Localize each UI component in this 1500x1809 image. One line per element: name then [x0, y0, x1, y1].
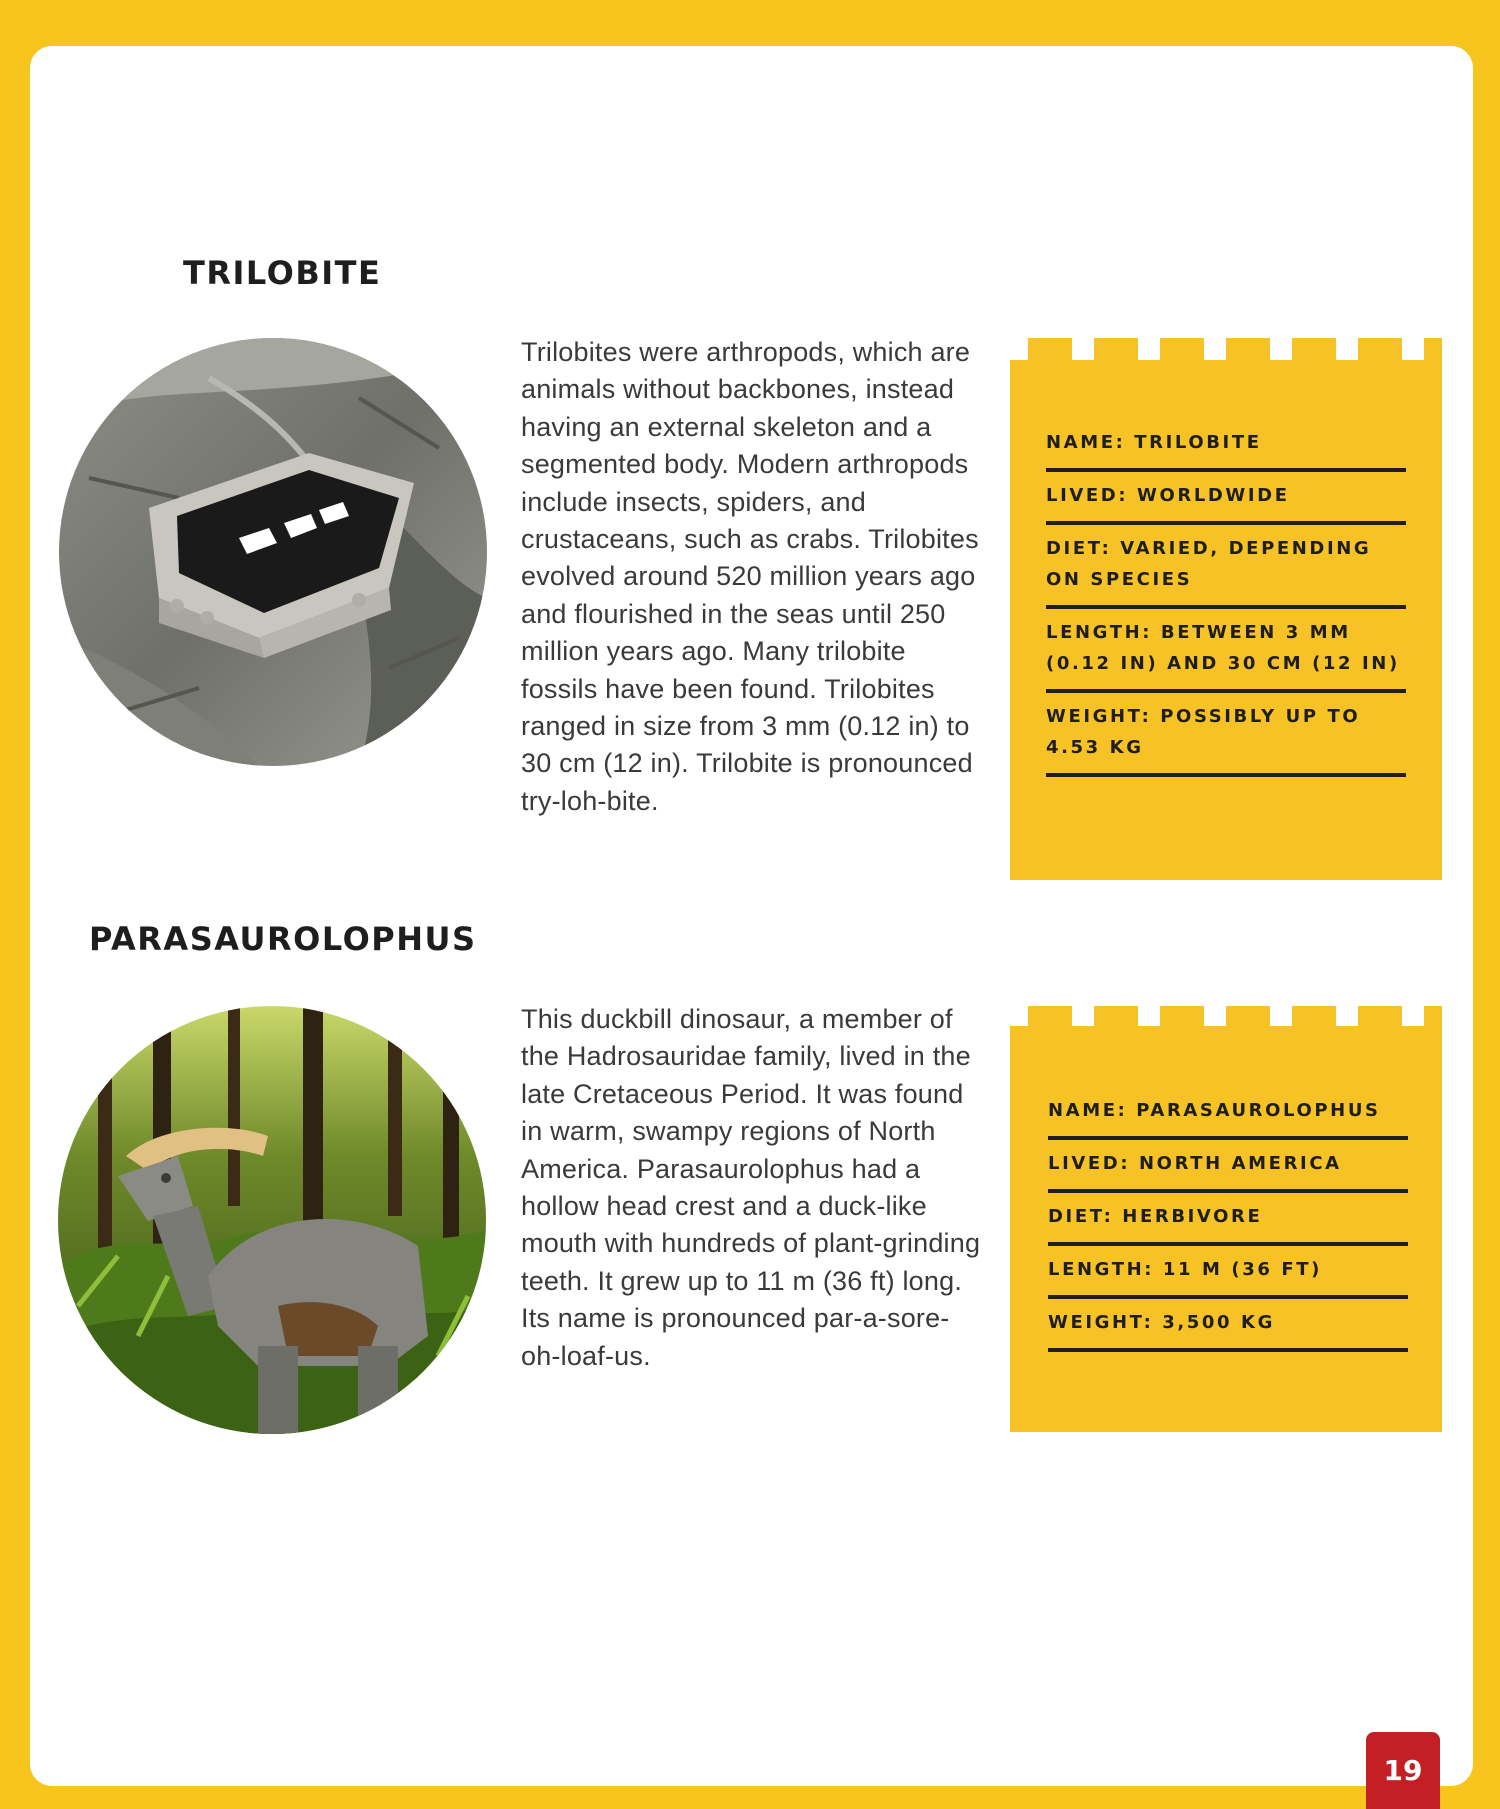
trilobite-fact-box	[1010, 338, 1442, 880]
fact-weight: WEIGHT: POSSIBLY UP TO 4.53 KG	[1046, 693, 1406, 777]
parasaurolophus-fact-list	[1048, 1087, 1408, 1352]
trilobite-lego-model-photo-icon	[59, 338, 487, 766]
fact-lived: LIVED: WORLDWIDE	[1046, 472, 1406, 525]
trilobite-description: Trilobites were arthropods, which are animals without backbones, instead having an external skeleton and a segmented body. Modern arthropods include insects, spiders, and crustaceans, such as crabs. Trilobites evolved around 520 million years ago and flourished in the seas until 250 million years ago. Many trilobite fossils have been found. Trilobites ranged in size from 3 mm (0.12 in) to 30 cm (12 in). Trilobite is pronounced try-loh-bite.	[521, 337, 979, 816]
fact-name: NAME: TRILOBITE	[1046, 419, 1406, 472]
fact-weight: WEIGHT: 3,500 KG	[1048, 1299, 1408, 1352]
trilobite-photo	[59, 338, 487, 766]
parasaurolophus-description: This duckbill dinosaur, a member of the Hadrosauridae family, lived in the late Cretaceous Period. It was found in warm, swampy regions of North America. Parasaurolophus had a hollow head crest and a duck-like mouth with hundreds of plant-grinding teeth. It grew up to 11 m (36 ft) long. Its name is pronounced par-a-sore-oh-loaf-us.	[521, 1004, 981, 1371]
fact-diet: DIET: VARIED, DEPENDING ON SPECIES	[1046, 525, 1406, 609]
trilobite-title: TRILOBITE	[183, 254, 382, 292]
fact-length: LENGTH: 11 M (36 FT)	[1048, 1246, 1408, 1299]
fact-length: LENGTH: BETWEEN 3 MM (0.12 IN) AND 30 CM (12 IN)	[1046, 609, 1406, 693]
fact-lived: LIVED: NORTH AMERICA	[1048, 1140, 1408, 1193]
parasaurolophus-lego-model-photo-icon	[58, 1006, 486, 1434]
trilobite-fact-list	[1046, 419, 1406, 777]
page-number-badge: 19	[1366, 1732, 1440, 1809]
parasaurolophus-photo	[58, 1006, 486, 1434]
fact-diet: DIET: HERBIVORE	[1048, 1193, 1408, 1246]
fact-name: NAME: PARASAUROLOPHUS	[1048, 1087, 1408, 1140]
parasaurolophus-title: PARASAUROLOPHUS	[89, 920, 477, 958]
page-panel	[30, 46, 1473, 1786]
parasaurolophus-fact-box	[1010, 1006, 1442, 1432]
